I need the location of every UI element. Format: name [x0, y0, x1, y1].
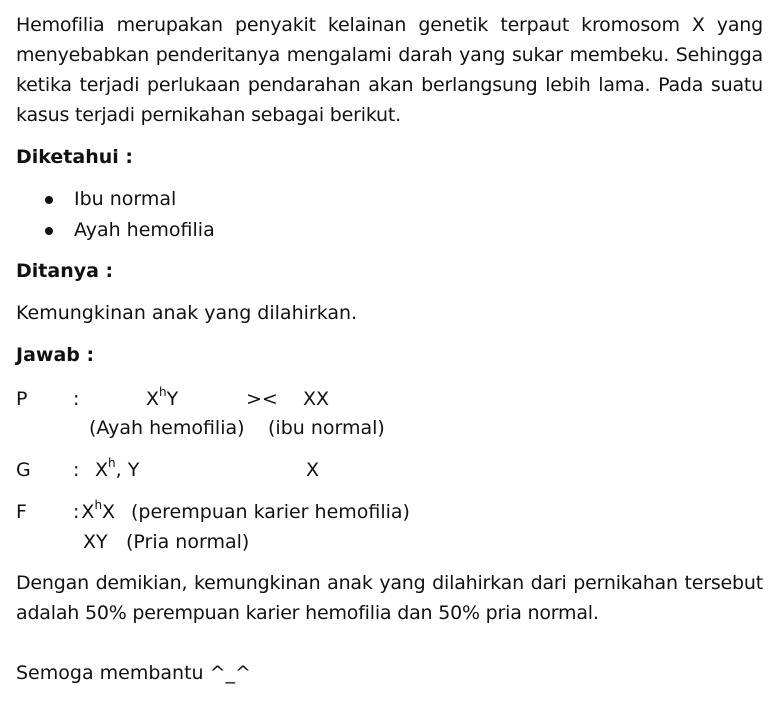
ditanya-text: Kemungkinan anak yang dilahirkan.	[16, 302, 358, 324]
p-colon: :	[73, 388, 80, 410]
f-child1-description: (perempuan karier hemofilia)	[131, 501, 410, 523]
diketahui-list	[16, 184, 763, 246]
closing-text: Semoga membantu ^_^	[16, 662, 251, 684]
f-child2: XY	[83, 531, 108, 553]
g-colon: :	[73, 459, 80, 481]
f-child2-description: (Pria normal)	[126, 531, 250, 553]
p-father-genotype: $X^hY$	[146, 385, 179, 410]
diketahui-heading: Diketahui :	[16, 146, 133, 168]
bullet-icon	[45, 227, 53, 235]
document-page	[16, 10, 763, 370]
jawab-heading: Jawab :	[16, 344, 95, 366]
p-mother-description: (ibu normal)	[268, 417, 385, 439]
p-father-description: (Ayah hemofilia)	[89, 417, 245, 439]
p-mother-genotype: XX	[303, 388, 330, 410]
list-item: Ayah hemofilia	[16, 215, 763, 246]
cross-symbol: ><	[246, 388, 278, 410]
bullet-icon	[45, 196, 53, 204]
list-item: Ibu normal	[16, 184, 763, 215]
p-label: P	[16, 388, 28, 410]
ditanya-heading: Ditanya :	[16, 260, 114, 282]
f-child1: : $X^hX$	[73, 498, 116, 523]
g-father-gametes: $X^h$, Y	[95, 456, 140, 481]
intro-paragraph: Hemofilia merupakan penyakit kelainan genetik terpaut kromosom X yang menyebabkan penderitanya mengalami darah yang sukar membeku. Sehingga ketika terjadi perlukaan pendarahan akan berlangsung lebih lama. Pada suatu kasus terjadi pernikahan sebagai berikut.	[16, 14, 763, 126]
conclusion-paragraph: Dengan demikian, kemungkinan anak yang dilahirkan dari pernikahan tersebut adalah 50% perempuan karier hemofilia dan 50% pria normal.	[16, 572, 763, 624]
f-label: F	[16, 501, 27, 523]
g-mother-gamete: X	[306, 459, 320, 481]
g-label: G	[16, 459, 31, 481]
